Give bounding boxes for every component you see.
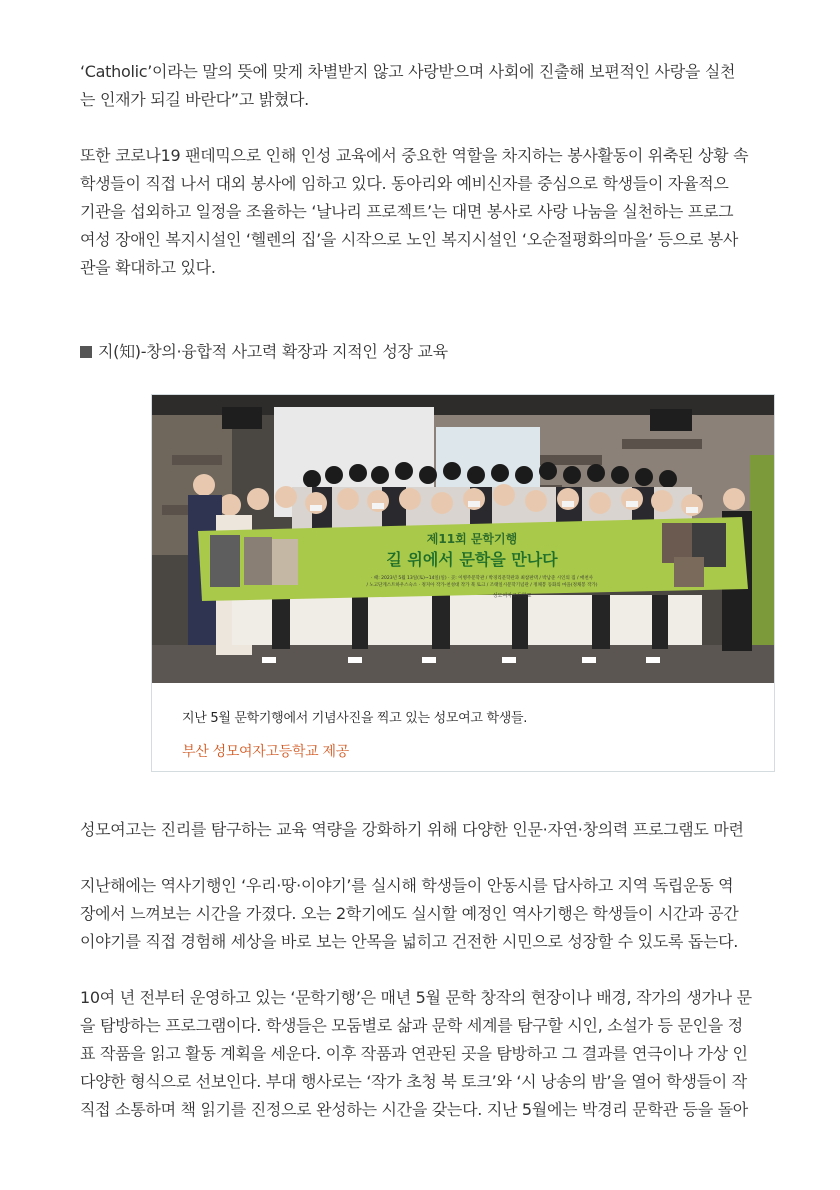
text-line: 또한 코로나19 팬데믹으로 인해 인성 교육에서 중요한 역할을 차지하는 봉사활동이 위축된 상황 속 (80, 146, 749, 165)
text-line: 성모여고는 진리를 탐구하는 교육 역량을 강화하기 위해 다양한 인문·자연·창의력 프로그램도 마련 (80, 820, 744, 839)
banner-info-1: · 때: 2023년 5월 13일(토)~14일(일) · 곳: 이병주문학관 / 박경리문학관과 최참판댁 / 박남준 시인의 집 / 매천사 (370, 576, 594, 581)
banner-school: 성모여자고등학교 (492, 593, 532, 599)
paragraph-4 (80, 872, 840, 956)
text-line: 10여 년 전부터 운영하고 있는 ‘문학기행’은 매년 5월 문학 창작의 현장이나 배경, 작가의 생가나 문 (80, 988, 752, 1007)
banner-title: 제11회 문학기행 (426, 532, 518, 546)
paragraph-5 (80, 984, 840, 1124)
paragraph-3 (80, 816, 840, 844)
paragraph-1 (80, 58, 840, 114)
text-line: 기관을 섭외하고 일정을 조율하는 ‘날나리 프로젝트’는 대면 봉사로 사랑 나눔을 실천하는 프로그 (80, 202, 734, 221)
section-heading (80, 338, 840, 366)
photo-caption: 지난 5월 문학기행에서 기념사진을 찍고 있는 성모여고 학생들. (182, 711, 528, 726)
photo-figure (151, 394, 775, 772)
photo-credit: 부산 성모여자고등학교 제공 (182, 744, 349, 760)
text-line: 을 탐방하는 프로그램이다. 학생들은 모둠별로 삶과 문학 세계를 탐구할 시인, 소설가 등 문인을 정 (80, 1016, 743, 1035)
paragraph-2 (80, 142, 840, 282)
section-heading-text: 지(知)-창의·융합적 사고력 확장과 지적인 성장 교육 (98, 342, 448, 361)
text-line: ‘Catholic’이라는 말의 뜻에 맞게 차별받지 않고 사랑받으며 사회에 진출해 보편적인 사랑을 실천 (80, 62, 736, 81)
text-line: 는 인재가 되길 바란다”고 밝혔다. (80, 90, 309, 109)
text-line: 관을 확대하고 있다. (80, 258, 216, 277)
text-line: 이야기를 직접 경험해 세상을 바로 보는 안목을 넓히고 건전한 시민으로 성장할 수 있도록 돕는다. (80, 932, 739, 951)
text-line: 지난해에는 역사기행인 ‘우리·땅·이야기’를 실시해 학생들이 안동시를 답사하고 지역 독립운동 역 (80, 876, 734, 895)
text-line: 학생들이 직접 나서 대외 봉사에 임하고 있다. 동아리와 예비신자를 중심으로 학생들이 자율적으 (80, 174, 729, 193)
square-bullet-icon (80, 346, 92, 358)
banner-info-2: / 노고단게스트하우스숙소 · 정지아 작가-천성대 작가 북 토크 / 조태일시문학기념관 / 정채봉 동화의 마을(정채봉 작가) (366, 583, 598, 588)
text-line: 직접 소통하며 책 읽기를 진정으로 완성하는 시간을 갖는다. 지난 5월에는 박경리 문학관 등을 돌아 (80, 1100, 748, 1119)
group-photo[interactable] (152, 395, 774, 683)
text-line: 표 작품을 읽고 활동 계획을 세운다. 이후 작품과 연관된 곳을 탐방하고 그 결과를 연극이나 가상 인 (80, 1044, 748, 1063)
text-line: 다양한 형식으로 선보인다. 부대 행사로는 ‘작가 초청 북 토크’와 ‘시 낭송의 밤’을 열어 학생들이 작 (80, 1072, 747, 1091)
text-line: 여성 장애인 복지시설인 ‘헬렌의 집’을 시작으로 노인 복지시설인 ‘오순절평화의마을’ 등으로 봉사 (80, 230, 739, 249)
text-line: 장에서 느껴보는 시간을 가졌다. 오는 2학기에도 실시할 예정인 역사기행은 학생들이 시간과 공간 (80, 904, 739, 923)
banner-main: 길 위에서 문학을 만나다 (386, 550, 558, 569)
